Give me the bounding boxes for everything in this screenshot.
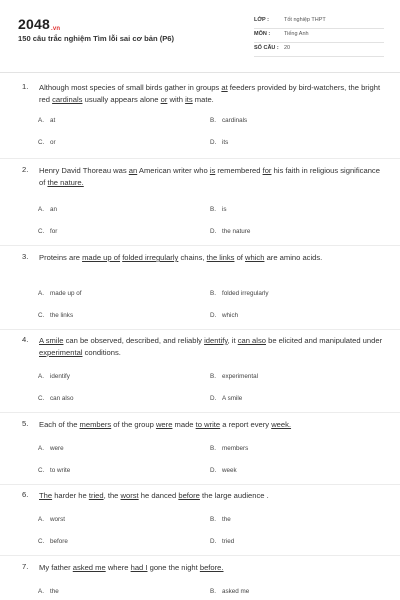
question-stem	[39, 165, 384, 188]
option-letter: A.	[38, 588, 44, 595]
option-text: or	[50, 139, 56, 146]
option-text: A smile	[222, 395, 243, 402]
underlined-segment: experimental	[39, 347, 83, 357]
answer-option[interactable]	[38, 228, 57, 235]
option-letter: A.	[38, 445, 44, 452]
answer-option[interactable]	[210, 445, 248, 452]
option-text: is	[222, 206, 227, 213]
answer-option[interactable]	[210, 538, 234, 545]
meta-row-count	[254, 42, 384, 57]
option-text: week	[222, 467, 237, 474]
header-divider	[0, 72, 400, 73]
answer-option[interactable]	[210, 588, 249, 595]
option-text: cardinals	[222, 117, 248, 124]
option-text: which	[222, 312, 239, 319]
option-letter: A.	[38, 516, 44, 523]
option-text: the	[50, 588, 59, 595]
stem-text: made	[172, 420, 196, 429]
stem-text: Although most species of small birds gather in groups	[39, 83, 222, 92]
meta-key: LỚP :	[254, 17, 269, 23]
option-text: the nature	[222, 228, 251, 235]
stem-text: the large audience .	[199, 491, 269, 500]
answer-option[interactable]	[210, 206, 227, 213]
option-letter: C.	[38, 139, 45, 146]
question-stem	[39, 252, 384, 264]
underlined-segment: can also	[237, 336, 266, 345]
document-title: 150 câu trắc nghiệm Tìm lỗi sai cơ bản (P6)	[18, 34, 175, 43]
option-text: members	[222, 445, 249, 452]
option-letter: A.	[38, 117, 44, 124]
option-letter: D.	[210, 538, 217, 545]
option-letter: B.	[210, 516, 216, 523]
option-letter: C.	[38, 312, 45, 319]
option-letter: C.	[38, 395, 45, 402]
question-number: 7.	[22, 562, 29, 571]
option-text: experimental	[222, 373, 259, 380]
answer-option[interactable]	[210, 290, 269, 297]
option-text: its	[222, 139, 229, 146]
meta-key: SỐ CÂU :	[254, 45, 279, 51]
option-text: made up of	[50, 290, 82, 297]
answer-option[interactable]	[38, 538, 68, 545]
question-divider	[0, 555, 400, 556]
option-letter: D.	[210, 395, 217, 402]
question-number: 2.	[22, 165, 29, 174]
underlined-segment: an	[128, 166, 138, 175]
underlined-segment: week.	[271, 420, 292, 429]
question-divider	[0, 329, 400, 330]
answer-option[interactable]	[38, 373, 70, 380]
answer-option[interactable]	[38, 516, 65, 523]
question-stem	[39, 490, 384, 502]
stem-text: remembered	[215, 166, 263, 175]
stem-text: can be observed, described, and reliably	[63, 336, 205, 345]
option-text: to write	[50, 467, 71, 474]
underlined-segment: were	[155, 420, 173, 429]
option-letter: D.	[210, 228, 217, 235]
option-text: folded irregularly	[222, 290, 269, 297]
answer-option[interactable]	[38, 588, 59, 595]
option-letter: B.	[210, 588, 216, 595]
stem-text: gone the night	[147, 563, 200, 572]
option-text: worst	[50, 516, 66, 523]
answer-option[interactable]	[38, 139, 56, 146]
stem-text: of	[234, 253, 246, 262]
stem-text: a report every	[220, 420, 272, 429]
logo-suffix: .vn	[50, 26, 61, 32]
option-letter: C.	[38, 467, 45, 474]
answer-option[interactable]	[210, 228, 250, 235]
answer-option[interactable]	[38, 467, 70, 474]
underlined-segment: The	[39, 491, 53, 500]
question-number: 3.	[22, 252, 29, 261]
underlined-segment: which	[245, 253, 265, 262]
stem-text: Each of the	[39, 420, 80, 429]
answer-option[interactable]	[38, 290, 82, 297]
question-number: 4.	[22, 335, 29, 344]
option-letter: D.	[210, 467, 217, 474]
document-header	[0, 0, 400, 72]
question-number: 6.	[22, 490, 29, 499]
underlined-segment: tried	[88, 491, 104, 500]
option-text: at	[50, 117, 56, 124]
stem-text: he danced	[138, 491, 179, 500]
option-text: can also	[50, 395, 74, 402]
option-letter: B.	[210, 290, 216, 297]
answer-option[interactable]	[38, 117, 55, 124]
underlined-segment: the nature.	[47, 177, 84, 187]
underlined-segment: for	[262, 166, 272, 175]
option-letter: B.	[210, 445, 216, 452]
meta-value: 20	[284, 45, 291, 51]
underlined-segment: before	[178, 491, 200, 500]
option-text: were	[50, 445, 64, 452]
stem-text: with	[167, 94, 186, 104]
underlined-segment: asked me	[72, 563, 106, 572]
underlined-segment: worst	[120, 491, 139, 500]
option-letter: C.	[38, 228, 45, 235]
option-text: tried	[222, 538, 235, 545]
stem-text: harder he	[52, 491, 89, 500]
stem-text: be elicited and manipulated under	[266, 336, 383, 345]
meta-value: Tiếng Anh	[284, 31, 309, 37]
question-stem	[39, 562, 384, 574]
stem-text: Henry David Thoreau was	[39, 166, 129, 175]
option-text: for	[50, 228, 58, 235]
option-letter: D.	[210, 139, 217, 146]
stem-text: Proteins are	[39, 253, 83, 262]
underlined-segment: identify	[204, 336, 228, 345]
stem-text: conditions.	[82, 347, 121, 357]
option-text: identify	[50, 373, 70, 380]
answer-option[interactable]	[210, 117, 247, 124]
underlined-segment: at	[221, 83, 228, 92]
underlined-segment: its	[185, 94, 193, 104]
option-text: an	[50, 206, 58, 213]
option-text: the	[222, 516, 231, 523]
meta-value: Tốt nghiệp THPT	[284, 17, 326, 23]
answer-option[interactable]	[210, 395, 242, 402]
question-stem	[39, 419, 384, 431]
answer-option[interactable]	[210, 139, 228, 146]
stem-text: of the group	[111, 420, 156, 429]
option-letter: B.	[210, 117, 216, 124]
stem-text: his faith in religious significance of	[39, 166, 380, 187]
option-text: the links	[50, 312, 74, 319]
underlined-segment: to write	[195, 420, 221, 429]
question-stem	[39, 82, 384, 105]
question-number: 5.	[22, 419, 29, 428]
meta-key: MÔN :	[254, 31, 271, 37]
answer-option[interactable]	[38, 312, 73, 319]
question-stem	[39, 335, 384, 358]
answer-option[interactable]	[210, 467, 237, 474]
underlined-segment: members	[79, 420, 112, 429]
question-divider	[0, 484, 400, 485]
underlined-segment: had I	[130, 563, 148, 572]
option-text: asked me	[222, 588, 250, 595]
stem-text: chains,	[178, 253, 207, 262]
option-letter: A.	[38, 290, 44, 297]
stem-text: usually appears alone	[82, 94, 161, 104]
stem-text: My father	[39, 563, 73, 572]
underlined-segment: before.	[199, 563, 224, 572]
logo-text: 2048	[18, 16, 50, 32]
stem-text: , the	[103, 491, 121, 500]
underlined-segment: folded irregularly	[122, 253, 179, 262]
underlined-segment: made up of	[82, 253, 121, 262]
option-letter: C.	[38, 538, 45, 545]
option-letter: A.	[38, 373, 44, 380]
answer-option[interactable]	[38, 206, 57, 213]
option-letter: B.	[210, 373, 216, 380]
answer-option[interactable]	[38, 395, 73, 402]
stem-text: feeders provided by bird-watchers, the bright red	[39, 83, 381, 104]
answer-option[interactable]	[38, 445, 64, 452]
stem-text: mate.	[192, 94, 214, 104]
question-number: 1.	[22, 82, 29, 91]
underlined-segment: or	[160, 94, 168, 104]
question-divider	[0, 245, 400, 246]
stem-text: , it	[227, 336, 238, 345]
stem-text: where	[105, 563, 131, 572]
meta-row-subject	[254, 28, 384, 43]
meta-row-class	[254, 14, 384, 29]
answer-option[interactable]	[210, 312, 238, 319]
question-divider	[0, 158, 400, 159]
answer-option[interactable]	[210, 516, 231, 523]
underlined-segment: cardinals	[52, 94, 83, 104]
underlined-segment: A smile	[39, 336, 64, 345]
option-letter: B.	[210, 206, 216, 213]
option-text: before	[50, 538, 68, 545]
site-logo[interactable]	[18, 16, 60, 32]
underlined-segment: is	[209, 166, 216, 175]
underlined-segment: the links	[206, 253, 235, 262]
stem-text: are amino acids.	[264, 253, 323, 262]
answer-option[interactable]	[210, 373, 258, 380]
stem-text: American writer who	[137, 166, 210, 175]
option-letter: D.	[210, 312, 217, 319]
question-divider	[0, 412, 400, 413]
option-letter: A.	[38, 206, 44, 213]
